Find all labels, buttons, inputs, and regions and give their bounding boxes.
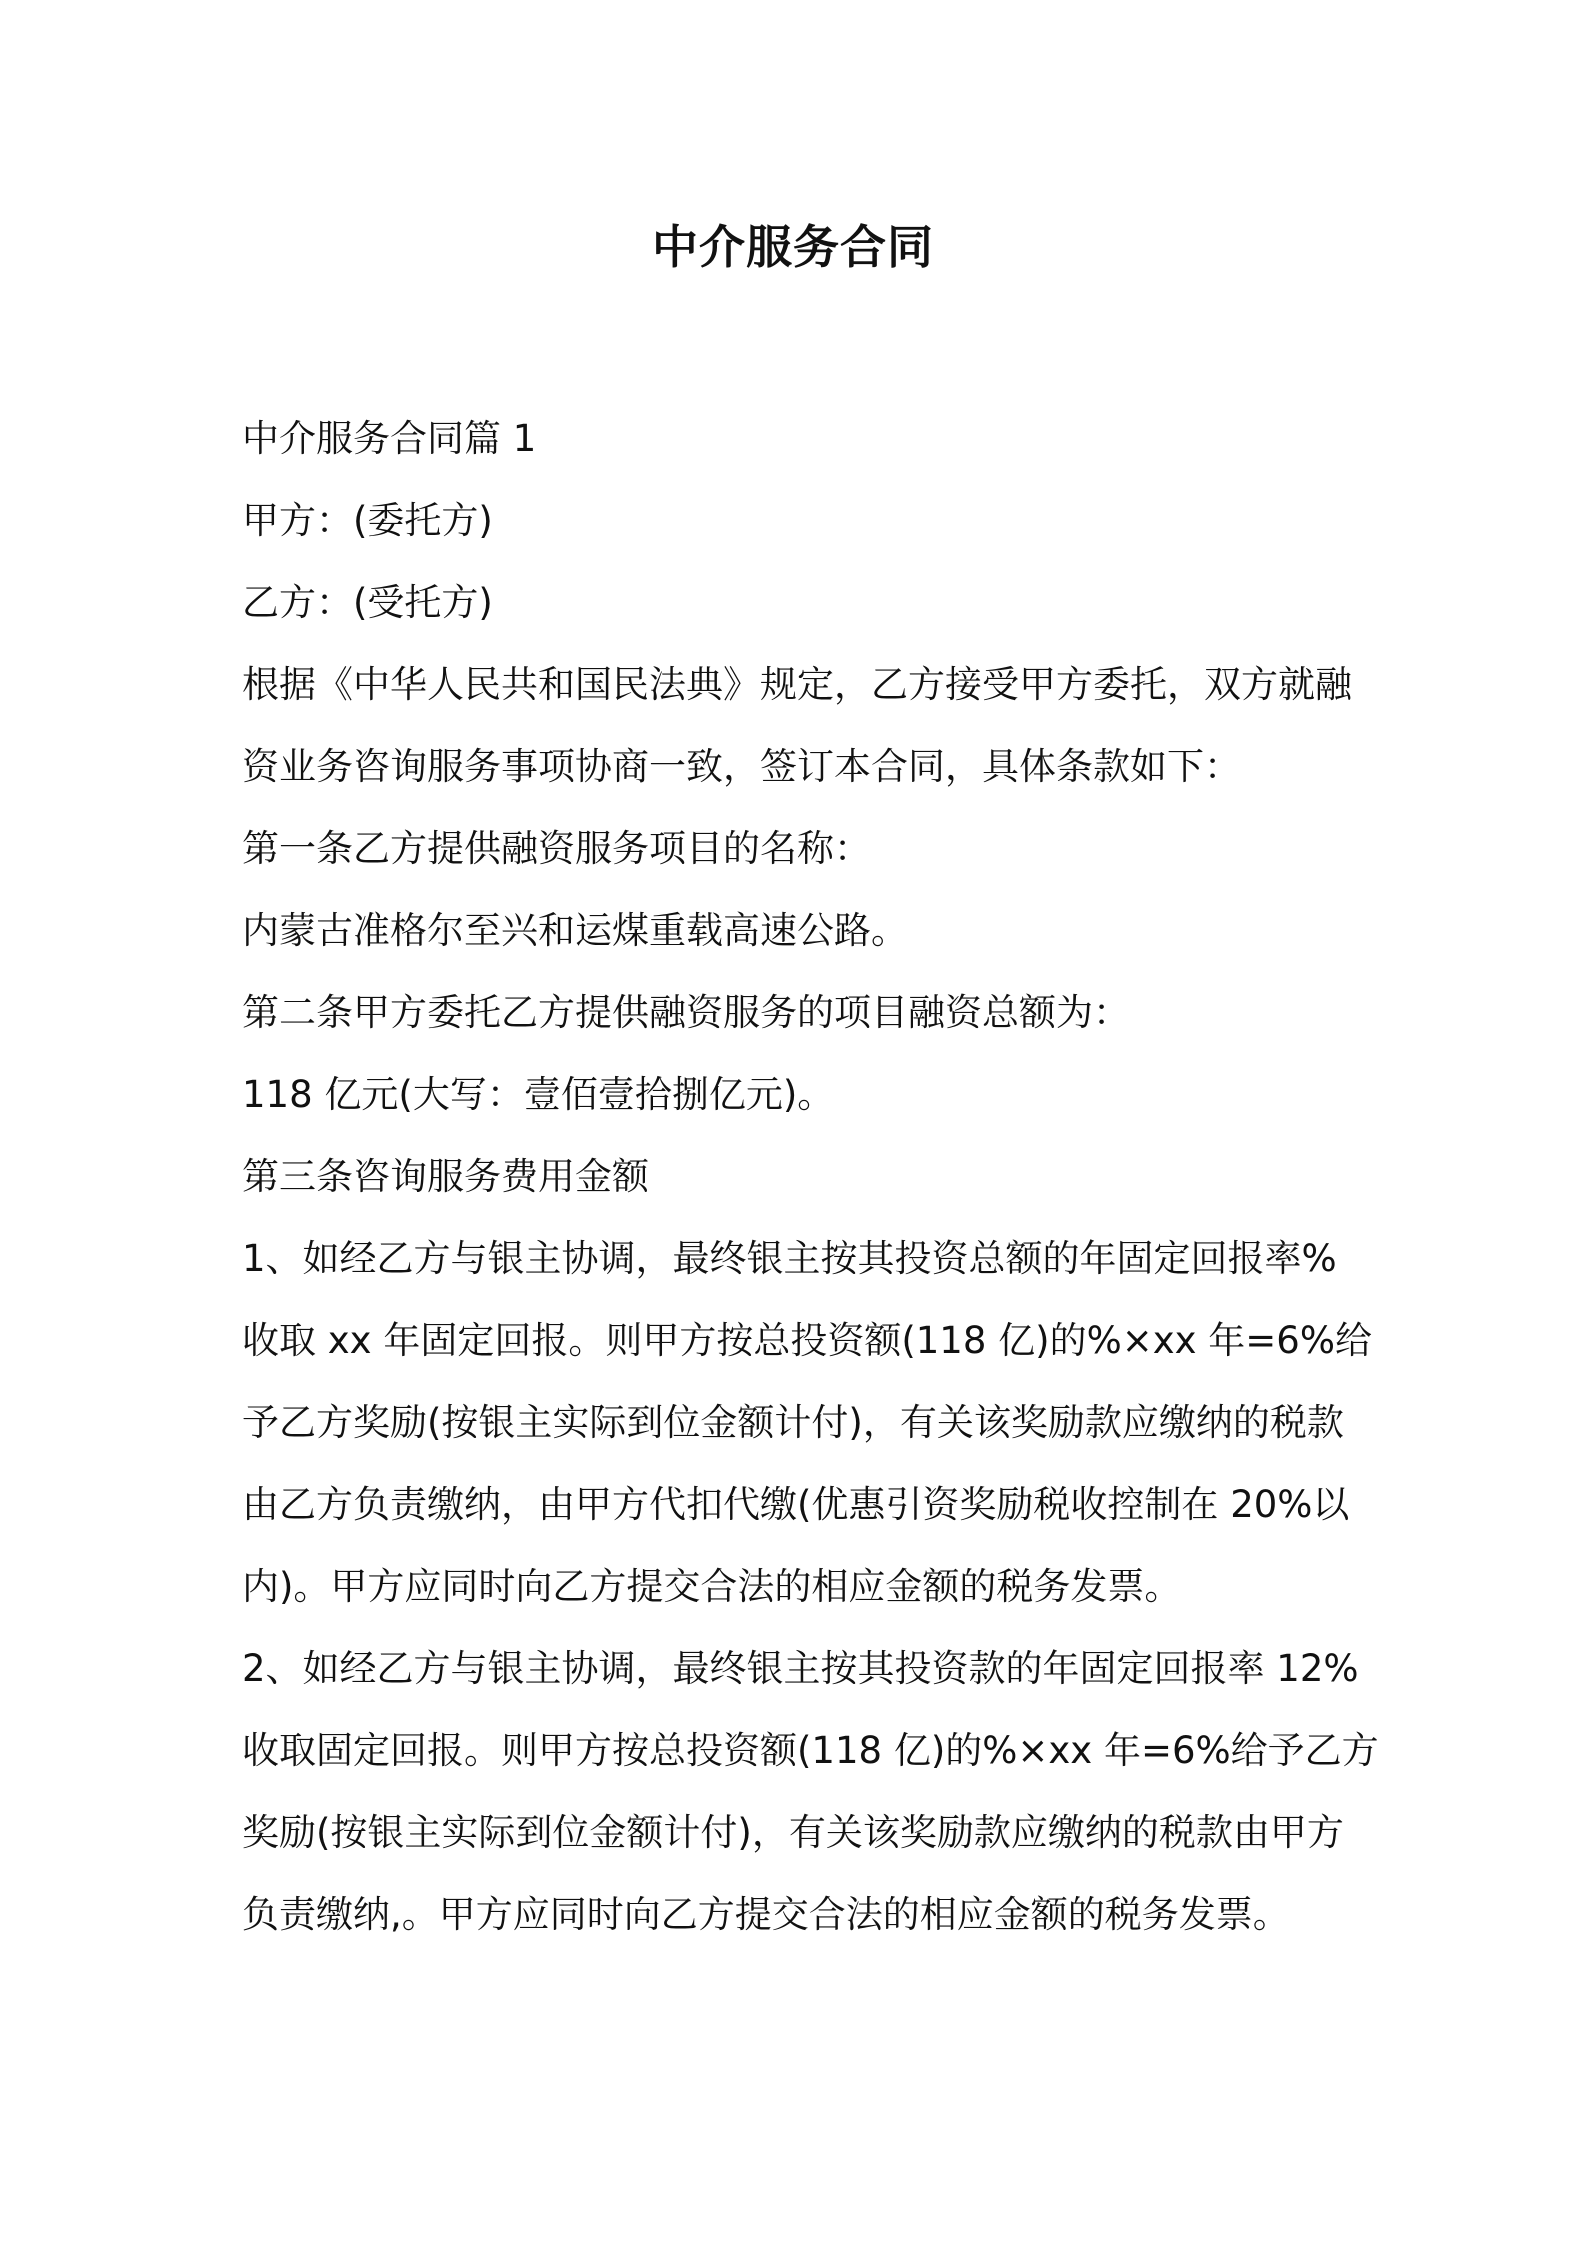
paragraph-line: 资业务咨询服务事项协商一致，签订本合同，具体条款如下： (242, 745, 1241, 788)
party-a-line: 甲方：(委托方) (242, 499, 493, 542)
party-b-line: 乙方：(受托方) (242, 581, 493, 624)
paragraph-line: 由乙方负责缴纳，由甲方代扣代缴(优惠引资奖励税收控制在 20%以 (242, 1483, 1350, 1526)
paragraph-line: 收取固定回报。则甲方按总投资额(118 亿)的%×xx 年=6%给予乙方 (242, 1729, 1379, 1772)
section-heading: 中介服务合同篇 1 (242, 417, 537, 460)
paragraph-line: 内蒙古准格尔至兴和运煤重载高速公路。 (242, 909, 908, 952)
clause-heading: 第一条乙方提供融资服务项目的名称： (242, 827, 871, 870)
paragraph-line: 收取 xx 年固定回报。则甲方按总投资额(118 亿)的%×xx 年=6%给 (242, 1319, 1372, 1362)
paragraph-line: 根据《中华人民共和国民法典》规定，乙方接受甲方委托，双方就融 (242, 663, 1352, 706)
paragraph-line: 内)。甲方应同时向乙方提交合法的相应金额的税务发票。 (242, 1565, 1182, 1608)
paragraph-line: 负责缴纳,。甲方应同时向乙方提交合法的相应金额的税务发票。 (242, 1893, 1290, 1936)
paragraph-line: 2、如经乙方与银主协调，最终银主按其投资款的年固定回报率 12% (242, 1647, 1359, 1690)
paragraph-line: 118 亿元(大写：壹佰壹拾捌亿元)。 (242, 1073, 835, 1116)
clause-heading: 第三条咨询服务费用金额 (242, 1155, 649, 1198)
paragraph-line: 奖励(按银主实际到位金额计付)，有关该奖励款应缴纳的税款由甲方 (242, 1811, 1344, 1854)
document-title: 中介服务合同 (652, 220, 934, 274)
clause-heading: 第二条甲方委托乙方提供融资服务的项目融资总额为： (242, 991, 1130, 1034)
paragraph-line: 予乙方奖励(按银主实际到位金额计付)，有关该奖励款应缴纳的税款 (242, 1401, 1344, 1444)
paragraph-line: 1、如经乙方与银主协调，最终银主按其投资总额的年固定回报率% (242, 1237, 1337, 1280)
document-body (242, 398, 1379, 1956)
